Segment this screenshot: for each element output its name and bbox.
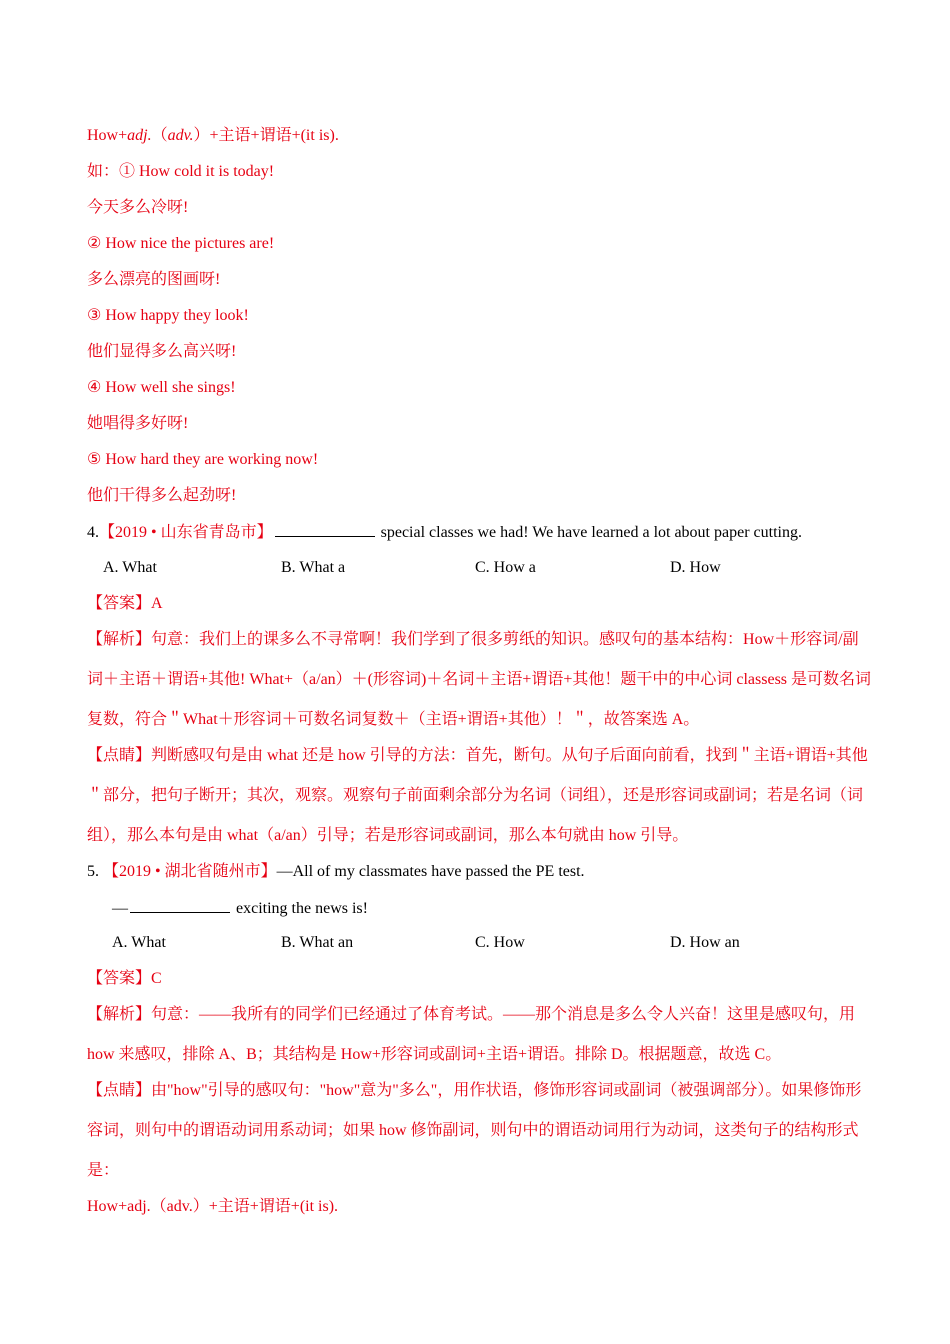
example-3-en: ③ How happy they look!	[87, 307, 249, 324]
q5-stem-line1: —All of my classmates have passed the PE test.	[276, 863, 585, 880]
q4-source: 【2019 • 山东省青岛市】	[99, 524, 273, 541]
q4-tip	[87, 736, 874, 856]
q4-analysis-tag: 【解析】	[87, 631, 152, 648]
q5-option-d: D. How an	[670, 934, 740, 951]
structure-mid: （	[151, 127, 168, 144]
structure-suffix: ）+主语+谓语+(it is).	[193, 127, 339, 144]
q4-option-a: A. What	[103, 559, 157, 576]
q5-analysis-text: 句意：——我所有的同学们已经通过了体育考试。——那个消息是多么令人兴奋！这里是感叹句，用 how 来感叹，排除 A、B；其结构是 How+形容词或副词+主语+谓语。排除 D。根据题意，故选 C。	[87, 1006, 856, 1063]
q5-tip-text: 由"how"引导的感叹句："how"意为"多么"，用作状语，修饰形容词或副词（被强调部分）。如果修饰形容词，则句中的谓语动词用系动词；如果 how 修饰副词，则句中的谓语动词用行为动词，这类句子的结构形式是：	[87, 1082, 862, 1179]
q5-analysis	[87, 995, 874, 1075]
q4-answer-tag: 【答案】	[87, 595, 152, 612]
example-2-en: ② How nice the pictures are!	[87, 235, 275, 252]
q4-analysis-text: 句意：我们上的课多么不寻常啊！我们学到了很多剪纸的知识。感叹句的基本结构：How＋形容词/副词＋主语＋谓语+其他! What+（a/an）＋(形容词)＋名词＋主语+谓语+其他！题干中的中心词 classess 是可数名词复数，符合＂What＋形容词＋可数名词复数＋（主语+谓语+其他）！＂，故答案选 A。	[87, 631, 872, 728]
q5-tip-tag: 【点睛】	[87, 1082, 152, 1099]
q5-answer-value: C	[151, 970, 162, 987]
example-4-en: ④ How well she sings!	[87, 379, 236, 396]
example-3-zh: 他们显得多么高兴呀!	[87, 343, 237, 360]
q4-option-d: D. How	[670, 559, 721, 576]
q5-source: 【2019 • 湖北省随州市】	[103, 863, 277, 880]
q4-number: 4.	[87, 524, 99, 541]
q5-answer-tag: 【答案】	[87, 970, 152, 987]
q4-stem	[87, 522, 874, 543]
q5-number: 5.	[87, 863, 99, 880]
q4-tip-tag: 【点睛】	[87, 747, 152, 764]
q4-option-b: B. What a	[281, 559, 346, 576]
q4-answer	[87, 594, 874, 614]
q5-dash: —	[112, 900, 128, 917]
q5-analysis-tag: 【解析】	[87, 1006, 152, 1023]
q4-blank	[275, 522, 375, 537]
example-2-zh: 多么漂亮的图画呀!	[87, 271, 221, 288]
structure-adj: adj.	[127, 127, 152, 144]
example-1-zh: 今天多么冷呀!	[87, 199, 189, 216]
example-5-zh: 他们干得多么起劲呀!	[87, 487, 237, 504]
structure-prefix: How+	[87, 127, 128, 144]
example-1-en: 如：① How cold it is today!	[87, 163, 275, 180]
q5-option-a: A. What	[112, 934, 166, 951]
q5-option-c: C. How	[475, 934, 525, 951]
q5-tip	[87, 1071, 874, 1191]
structure-adv: adv.	[167, 127, 194, 144]
q4-answer-value: A	[151, 595, 163, 612]
q5-structure: How+adj.（adv.）+主语+谓语+(it is).	[87, 1198, 339, 1215]
q5-stem-line2: exciting the news is!	[236, 900, 368, 917]
q4-option-c: C. How a	[475, 559, 536, 576]
q5-blank	[130, 898, 230, 913]
example-4-zh: 她唱得多好呀!	[87, 415, 189, 432]
q4-stem-text: special classes we had! We have learned a lot about paper cutting.	[380, 524, 802, 541]
q5-stem	[87, 862, 874, 882]
structure-line	[87, 126, 874, 146]
q4-analysis	[87, 620, 874, 740]
example-5-en: ⑤ How hard they are working now!	[87, 451, 319, 468]
q5-stem-2	[112, 898, 874, 919]
q5-option-b: B. What an	[281, 934, 354, 951]
q5-answer	[87, 969, 874, 989]
q4-tip-text: 判断感叹句是由 what 还是 how 引导的方法：首先，断句。从句子后面向前看，找到＂主语+谓语+其他＂部分，把句子断开；其次，观察。观察句子前面剩余部分为名词（词组），还是形容词或副词；若是名词（词组），那么本句是由 what（a/an）引导；若是形容词或副词，那么本句就由 how 引导。	[87, 747, 868, 844]
